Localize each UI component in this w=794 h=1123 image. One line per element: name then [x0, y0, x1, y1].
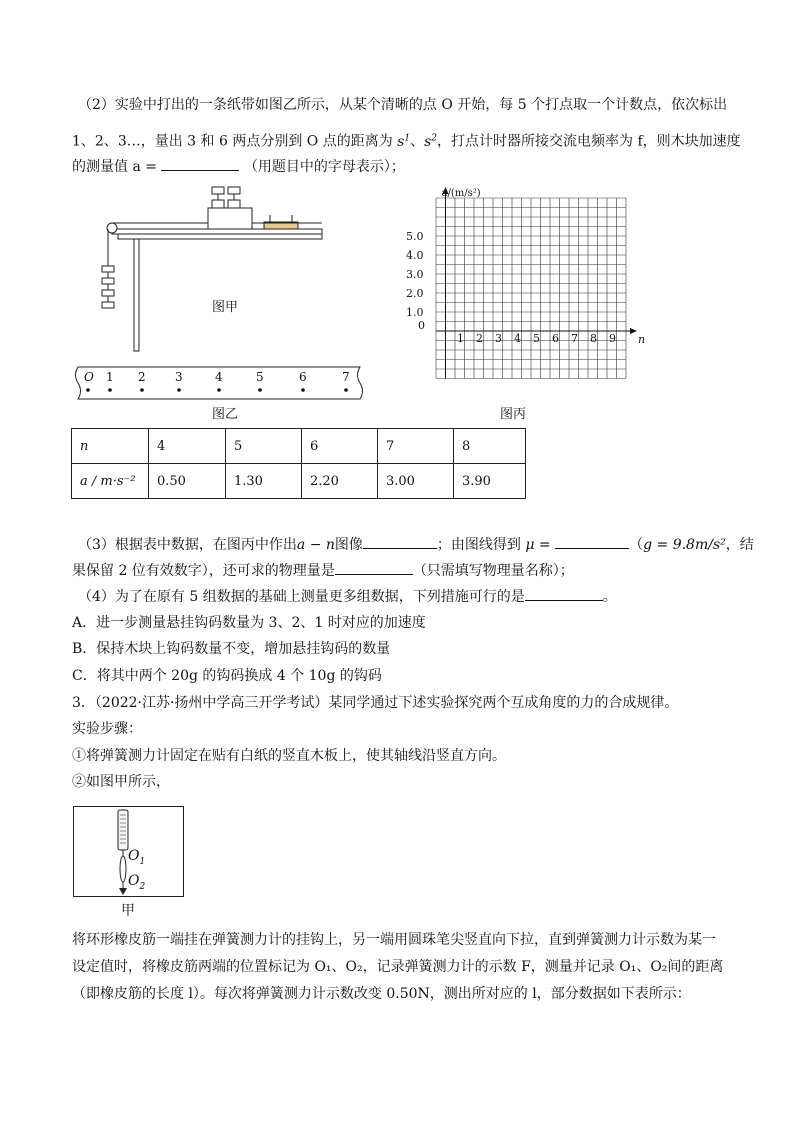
tape-label: 2 — [138, 370, 146, 384]
q2-line-2 — [72, 128, 741, 152]
answer-blank-q4[interactable] — [525, 586, 603, 601]
tape-label: 3 — [175, 370, 183, 384]
caption-spring-jia: 甲 — [121, 903, 135, 919]
y-tick-label: 1.0 — [406, 306, 424, 319]
tape-label: O — [84, 370, 94, 384]
problem-3-title: 3．（2022·江苏·扬州中学高三开学考试）某同学通过下述实验探究两个互成角度的力的合成规律。 — [72, 695, 679, 711]
q3-text-h: ，结 — [725, 537, 754, 553]
q3-text-c: 图像 — [334, 537, 363, 553]
figure-bing-graph — [396, 184, 646, 404]
x-tick-label: 3 — [495, 332, 502, 345]
x-tick-label: 8 — [590, 332, 597, 345]
answer-blank-mu[interactable] — [555, 534, 629, 549]
q2-line-2-end: ，打点计时器所接交流电频率为 f，则木块加速度 — [437, 133, 741, 150]
table-cell: 2.20 — [302, 464, 378, 499]
q4-period: 。 — [602, 589, 617, 605]
table-header-n: n — [72, 429, 149, 464]
tape-label: 5 — [256, 370, 264, 384]
x-tick-label: 4 — [514, 332, 521, 345]
tape-label: 4 — [215, 370, 223, 384]
problem-3-para-1: 将环形橡皮筋一端挂在弹簧测力计的挂钩上，另一端用圆珠笔尖竖直向下拉，直到弹簧测力计示数为某一 — [72, 932, 716, 948]
s1-symbol: $s^1$ — [397, 133, 411, 150]
comma: 、 — [410, 133, 425, 150]
q4-text: （4）为了在原有 5 组数据的基础上测量更多组数据，下列措施可行的是 — [78, 589, 525, 605]
origin-label: 0 — [418, 319, 425, 332]
caption-yi: 图乙 — [212, 407, 239, 422]
problem-3-para-2: 设定值时，将橡皮筋两端的位置标记为 O₁、O₂，记录弹簧测力计的示数 F，测量并记录 O₁、O₂间的距离 — [72, 959, 724, 975]
q3-line-1 — [78, 534, 754, 555]
problem-3-step-1: ①将弹簧测力计固定在贴有白纸的竖直木板上，使其轴线沿竖直方向。 — [72, 748, 506, 764]
caption-jia: 图甲 — [212, 300, 239, 315]
q2-line-1: （2）实验中打出的一条纸带如图乙所示，从某个清晰的点 O 开始，每 5 个打点取一个计数点，依次标出 — [78, 97, 728, 113]
option-a: A．进一步测量悬挂钩码数量为 3、2、1 时对应的加速度 — [72, 615, 426, 631]
option-c: C．将其中两个 20g 的钩码换成 4 个 10g 的钩码 — [72, 668, 382, 684]
q4-line-1 — [78, 586, 617, 607]
label-o1: $O_1$ — [128, 848, 146, 867]
q3-text-f: （ — [629, 537, 644, 553]
tape-label: 1 — [106, 370, 114, 384]
g-value: g = 9.8m/s² — [643, 537, 726, 553]
q3-line-2 — [72, 560, 574, 581]
table-cell: 7 — [378, 429, 454, 464]
problem-3-steps: 实验步骤： — [72, 721, 142, 737]
q3-text-a: （3）根据表中数据，在图丙中作出 — [78, 537, 297, 553]
table-cell: 3.00 — [378, 464, 454, 499]
s2-symbol: $s^2$ — [424, 133, 438, 150]
x-tick-label: 6 — [552, 332, 559, 345]
caption-bing: 图丙 — [500, 407, 527, 422]
q2-line-3-end: （用题目中的字母表示）； — [243, 159, 405, 175]
graph-y-label: a/(m/s²) — [441, 188, 481, 199]
y-tick-label: 5.0 — [406, 230, 424, 243]
x-tick-label: 9 — [609, 332, 616, 345]
q3-text-d: ；由图线得到 — [436, 537, 521, 553]
y-tick-label: 3.0 — [406, 268, 424, 281]
x-tick-label: 1 — [457, 332, 464, 345]
table-cell: 4 — [149, 429, 226, 464]
q2-line-3 — [72, 156, 405, 177]
table-cell: 5 — [226, 429, 302, 464]
mu-symbol: μ = — [525, 537, 551, 553]
q2-line-2-start: 1、2、3…，量出 3 和 6 两点分别到 O 点的距离为 — [72, 133, 393, 150]
problem-3-para-3: （即橡皮筋的长度 l）。每次将弹簧测力计示数改变 0.50N，测出所对应的 l，部分数据如下表所示： — [72, 986, 691, 1002]
answer-blank-acceleration[interactable] — [161, 156, 239, 171]
x-axis-arrow — [630, 328, 637, 334]
label-o2: $O_2$ — [128, 873, 146, 892]
table-cell: 0.50 — [149, 464, 226, 499]
table-row-n — [72, 429, 526, 464]
x-tick-label: 7 — [571, 332, 578, 345]
table-header-a: a / m·s⁻² — [72, 464, 149, 499]
table-cell: 8 — [454, 429, 526, 464]
table-cell: 1.30 — [226, 464, 302, 499]
table-cell: 6 — [302, 429, 378, 464]
answer-blank-quantity[interactable] — [335, 560, 413, 575]
graph-x-label: n — [638, 333, 646, 346]
q3-formula-a-n: a − n — [296, 537, 335, 553]
q3-text-2a: 果保留 2 位有效数字），还可求的物理量是 — [72, 563, 335, 579]
q2-line-3-start: 的测量值 a = — [72, 159, 157, 175]
problem-3-step-2: ②如图甲所示， — [72, 774, 170, 790]
x-tick-label: 2 — [476, 332, 483, 345]
tape-label: 7 — [342, 370, 350, 384]
y-tick-label: 4.0 — [406, 249, 424, 262]
y-tick-label: 2.0 — [406, 287, 424, 300]
answer-blank-graph[interactable] — [363, 534, 437, 549]
tape-label: 6 — [299, 370, 307, 384]
option-b: B．保持木块上钩码数量不变，增加悬挂钩码的数量 — [72, 641, 391, 657]
table-row-a — [72, 464, 526, 499]
x-tick-label: 5 — [533, 332, 540, 345]
q3-text-2b: （只需填写物理量名称）； — [412, 563, 574, 579]
figure-jia-apparatus — [98, 182, 328, 342]
data-table-n-a — [71, 428, 526, 499]
table-cell: 3.90 — [454, 464, 526, 499]
